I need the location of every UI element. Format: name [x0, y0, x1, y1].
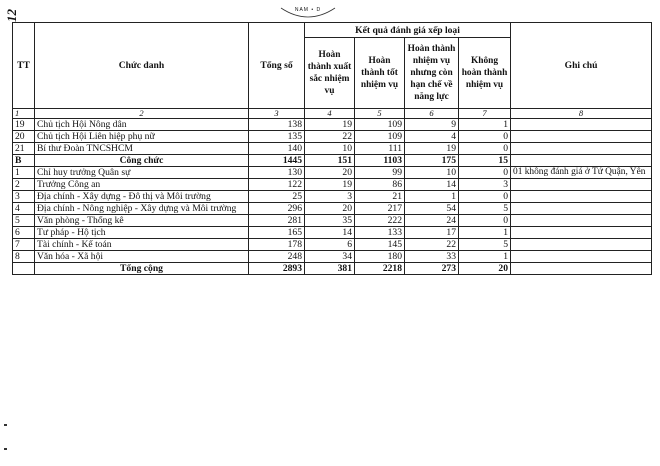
row-not-done: 0 [459, 143, 511, 155]
column-index-row [13, 109, 652, 119]
row-note [511, 227, 652, 239]
row-note [511, 203, 652, 215]
column-index: 3 [249, 109, 305, 119]
row-tt: 5 [13, 215, 35, 227]
row-position: Văn phòng - Thống kê [35, 215, 249, 227]
row-limited: 17 [405, 227, 459, 239]
row-note [511, 143, 652, 155]
row-position: Địa chính - Xây dựng - Đô thị và Môi trường [35, 191, 249, 203]
row-tt: 7 [13, 239, 35, 251]
row-excellent: 35 [305, 215, 355, 227]
header-not-done: Không hoàn thành nhiệm vụ [459, 38, 511, 109]
row-tt: 19 [13, 119, 35, 131]
column-index: 5 [355, 109, 405, 119]
row-good: 109 [355, 119, 405, 131]
table-row [13, 203, 652, 215]
evaluation-table [12, 22, 652, 275]
row-tt: 4 [13, 203, 35, 215]
total-label: Tổng cộng [35, 263, 249, 275]
row-note [511, 155, 652, 167]
row-tt: 8 [13, 251, 35, 263]
row-excellent: 6 [305, 239, 355, 251]
total-limited: 273 [405, 263, 459, 275]
row-not-done: 5 [459, 203, 511, 215]
row-total: 140 [249, 143, 305, 155]
row-position: Văn hóa - Xã hội [35, 251, 249, 263]
total-sum: 2893 [249, 263, 305, 275]
row-total: 178 [249, 239, 305, 251]
row-position: Chỉ huy trưởng Quân sự [35, 167, 249, 179]
table-row [13, 239, 652, 251]
row-note: 01 không đánh giá ở Tứ Quận, Yên [511, 167, 652, 179]
column-index: 7 [459, 109, 511, 119]
row-position: Tài chính - Kế toán [35, 239, 249, 251]
row-excellent: 22 [305, 131, 355, 143]
total-not-done: 20 [459, 263, 511, 275]
row-tt: 6 [13, 227, 35, 239]
row-limited: 1 [405, 191, 459, 203]
row-total: 135 [249, 131, 305, 143]
table-row [13, 143, 652, 155]
row-good: 99 [355, 167, 405, 179]
row-tt: 1 [13, 167, 35, 179]
row-tt: 21 [13, 143, 35, 155]
row-excellent: 20 [305, 203, 355, 215]
row-total: 296 [249, 203, 305, 215]
total-row [13, 263, 652, 275]
row-not-done: 0 [459, 167, 511, 179]
table-row [13, 179, 652, 191]
row-excellent: 19 [305, 179, 355, 191]
header-result-group: Kết quả đánh giá xếp loại [305, 23, 511, 38]
page-number: 12 [4, 9, 19, 22]
row-total: 122 [249, 179, 305, 191]
margin-mark [4, 424, 7, 426]
table-row [13, 155, 652, 167]
row-limited: 22 [405, 239, 459, 251]
row-excellent: 19 [305, 119, 355, 131]
total-excellent: 381 [305, 263, 355, 275]
row-position: Trưởng Công an [35, 179, 249, 191]
row-note [511, 191, 652, 203]
row-position: Chủ tịch Hội Liên hiệp phụ nữ [35, 131, 249, 143]
table-row [13, 191, 652, 203]
row-position: Chủ tịch Hội Nông dân [35, 119, 249, 131]
table-row [13, 215, 652, 227]
header-tt: TT [13, 23, 35, 109]
row-total: 248 [249, 251, 305, 263]
header-position: Chức danh [35, 23, 249, 109]
row-note [511, 215, 652, 227]
row-good: 180 [355, 251, 405, 263]
column-index: 2 [35, 109, 249, 119]
header-limited: Hoàn thành nhiệm vụ nhưng còn hạn chế về năng lực [405, 38, 459, 109]
row-not-done: 0 [459, 191, 511, 203]
row-tt: B [13, 155, 35, 167]
row-note [511, 179, 652, 191]
row-total: 138 [249, 119, 305, 131]
row-total: 25 [249, 191, 305, 203]
header-total: Tổng số [249, 23, 305, 109]
row-not-done: 1 [459, 119, 511, 131]
row-position: Địa chính - Nông nghiệp - Xây dựng và Môi trường [35, 203, 249, 215]
header-note: Ghi chú [511, 23, 652, 109]
row-good: 1103 [355, 155, 405, 167]
row-tt: 2 [13, 179, 35, 191]
header-excellent: Hoàn thành xuất sắc nhiệm vụ [305, 38, 355, 109]
row-not-done: 1 [459, 227, 511, 239]
row-tt: 3 [13, 191, 35, 203]
stamp-text: NAM • D [294, 7, 322, 13]
row-not-done: 15 [459, 155, 511, 167]
total-tt-cell [13, 263, 35, 275]
column-index: 6 [405, 109, 459, 119]
table-row [13, 251, 652, 263]
row-good: 111 [355, 143, 405, 155]
row-excellent: 20 [305, 167, 355, 179]
row-limited: 33 [405, 251, 459, 263]
total-note [511, 263, 652, 275]
row-limited: 54 [405, 203, 459, 215]
row-tt: 20 [13, 131, 35, 143]
total-good: 2218 [355, 263, 405, 275]
row-limited: 10 [405, 167, 459, 179]
row-excellent: 34 [305, 251, 355, 263]
table-row [13, 119, 652, 131]
row-limited: 4 [405, 131, 459, 143]
row-position: Tư pháp - Hộ tịch [35, 227, 249, 239]
row-good: 217 [355, 203, 405, 215]
row-limited: 19 [405, 143, 459, 155]
row-total: 130 [249, 167, 305, 179]
row-excellent: 10 [305, 143, 355, 155]
table-row [13, 227, 652, 239]
row-total: 1445 [249, 155, 305, 167]
row-not-done: 1 [459, 251, 511, 263]
header-good: Hoàn thành tốt nhiệm vụ [355, 38, 405, 109]
row-note [511, 251, 652, 263]
row-excellent: 14 [305, 227, 355, 239]
row-good: 86 [355, 179, 405, 191]
table-row [13, 131, 652, 143]
row-note [511, 119, 652, 131]
table-row [13, 167, 652, 179]
row-not-done: 0 [459, 215, 511, 227]
margin-mark [4, 448, 7, 450]
row-good: 21 [355, 191, 405, 203]
column-index: 8 [511, 109, 652, 119]
row-limited: 14 [405, 179, 459, 191]
row-not-done: 5 [459, 239, 511, 251]
row-note [511, 239, 652, 251]
row-limited: 9 [405, 119, 459, 131]
row-limited: 24 [405, 215, 459, 227]
row-limited: 175 [405, 155, 459, 167]
row-note [511, 131, 652, 143]
column-index: 1 [13, 109, 35, 119]
row-good: 145 [355, 239, 405, 251]
row-excellent: 151 [305, 155, 355, 167]
row-good: 109 [355, 131, 405, 143]
row-not-done: 3 [459, 179, 511, 191]
row-position: Bí thư Đoàn TNCSHCM [35, 143, 249, 155]
row-good: 222 [355, 215, 405, 227]
row-total: 165 [249, 227, 305, 239]
stamp [279, 6, 337, 21]
column-index: 4 [305, 109, 355, 119]
row-total: 281 [249, 215, 305, 227]
row-good: 133 [355, 227, 405, 239]
row-not-done: 0 [459, 131, 511, 143]
row-excellent: 3 [305, 191, 355, 203]
row-position: Công chức [35, 155, 249, 167]
